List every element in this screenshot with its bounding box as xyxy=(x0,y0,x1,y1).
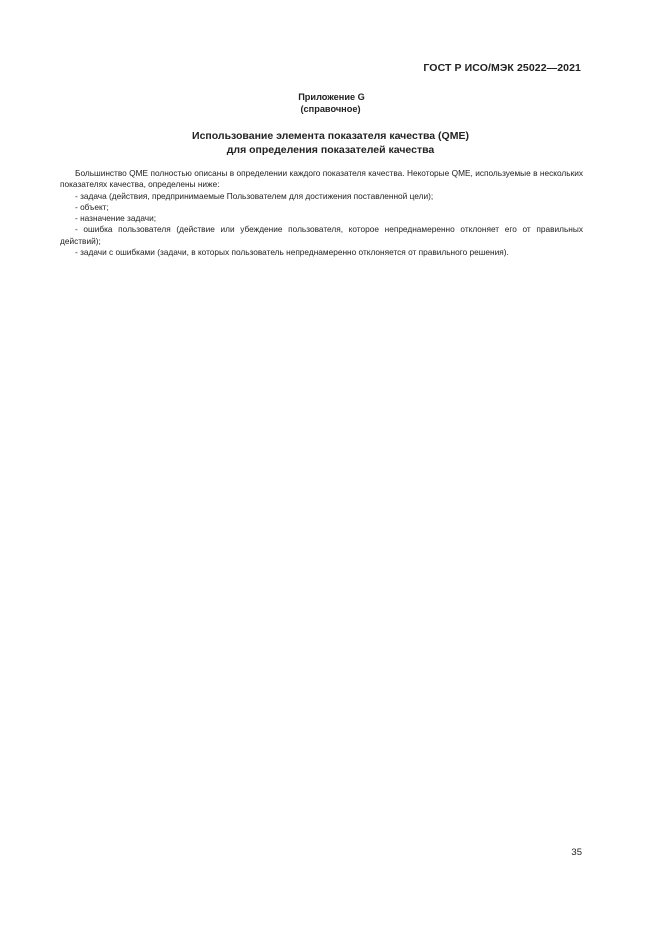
section-title xyxy=(0,129,661,157)
standard-number: ГОСТ Р ИСО/МЭК 25022—2021 xyxy=(423,62,581,74)
list-item: - назначение задачи; xyxy=(75,213,157,224)
annex-heading xyxy=(0,91,661,115)
intro-paragraph: Большинство QME полностью описаны в определении каждого показателя качества. Некоторые QME, используемые в нескольких показателях качества, определены ниже: xyxy=(60,168,583,190)
annex-title: Приложение G xyxy=(298,92,365,102)
annex-subtitle: (справочное) xyxy=(300,104,361,114)
body-text xyxy=(60,168,583,258)
section-title-line-1: Использование элемента показателя качества (QME) xyxy=(192,130,469,142)
list-item: - ошибка пользователя (действие или убеждение пользователя, которое непреднамеренно отклоняет его от правильных действий); xyxy=(60,224,583,246)
list-item: - задача (действия, предпринимаемые Пользователем для достижения поставленной цели); xyxy=(75,190,434,201)
list-item: - задачи с ошибками (задачи, в которых пользователь непреднамеренно отклоняется от правильного решения). xyxy=(75,247,509,258)
list-item: - объект; xyxy=(75,201,109,212)
page-number: 35 xyxy=(571,847,582,858)
section-title-line-2: для определения показателей качества xyxy=(226,144,435,156)
